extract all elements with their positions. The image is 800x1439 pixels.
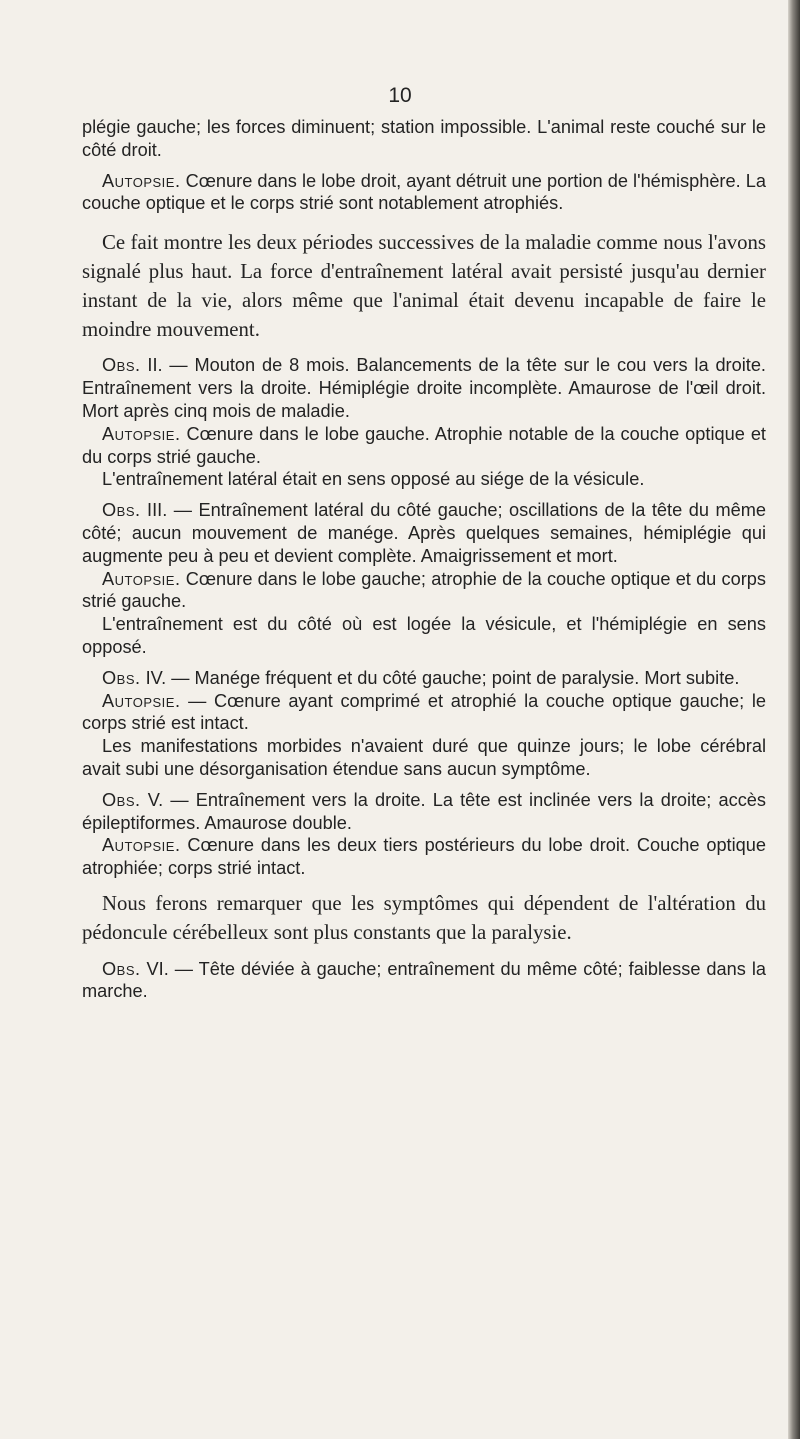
page-edge-shadow (788, 0, 800, 1439)
paragraph-obs-5 (82, 789, 766, 835)
autopsy-label: Autopsie. (102, 568, 181, 589)
paragraph-commentary-1: Ce fait montre les deux périodes successives de la maladie comme nous l'avons signalé plus haut. La force d'entraînement latéral avait persisté jusqu'au dernier instant de la vie, alors même que l'animal était devenu incapable de faire le moindre mouvement. (82, 231, 766, 341)
autopsy-text: Cœnure dans les deux tiers postérieurs du lobe droit. Couche optique atrophiée; corps strié intact. (82, 835, 766, 879)
paragraph-obs-4-note: Les manifestations morbides n'avaient duré que quinze jours; le lobe cérébral avait subi une désorganisation étendue sans aucun symptôme. (82, 736, 766, 779)
autopsy-label: Autopsie. (102, 835, 181, 856)
obs-label: Obs. (102, 789, 141, 810)
paragraph-obs-4 (82, 667, 766, 690)
paragraph-obs-2 (82, 354, 766, 422)
paragraph-obs-2-autopsy (82, 423, 766, 469)
autopsy-label: Autopsie. (102, 690, 181, 711)
obs-label: Obs. (102, 958, 141, 979)
autopsy-text: Cœnure dans le lobe gauche; atrophie de la couche optique et du corps strié gauche. (82, 568, 766, 612)
paragraph-obs-4-autopsy (82, 690, 766, 736)
autopsy-label: Autopsie. (102, 170, 181, 191)
obs-text: VI. — Tête déviée à gauche; entraînement du même côté; faiblesse dans la marche. (82, 958, 766, 1002)
paragraph-obs-3-note: L'entraînement est du côté où est logée la vésicule, et l'hémiplégie en sens opposé. (82, 614, 766, 657)
obs-text: V. — Entraînement vers la droite. La tête est inclinée vers la droite; accès épileptiformes. Amaurose double. (82, 789, 766, 833)
paragraph-obs-6 (82, 958, 766, 1004)
autopsy-text: Cœnure dans le lobe droit, ayant détruit une portion de l'hémisphère. La couche optique et le corps strié sont notablement atrophiés. (82, 170, 766, 214)
paragraph-continuation: plégie gauche; les forces diminuent; station impossible. L'animal reste couché sur le côté droit. (82, 117, 766, 160)
obs-text: III. — Entraînement latéral du côté gauche; oscillations de la tête du même côté; aucun mouvement de manége. Après quelques semaines, hémiplégie qui augmente peu à peu et devient complète. Amaigrissement et mort. (82, 500, 766, 566)
page-number: 10 (388, 84, 412, 107)
autopsy-text: — Cœnure ayant comprimé et atrophié la couche optique gauche; le corps strié est intact. (82, 690, 766, 734)
obs-text: IV. — Manége fréquent et du côté gauche; point de paralysie. Mort subite. (140, 667, 740, 688)
paragraph-remark: Nous ferons remarquer que les symptômes qui dépendent de l'altération du pédoncule cérébelleux sont plus constants que la paralysie. (82, 891, 766, 944)
paragraph-autopsy-1 (82, 170, 766, 216)
obs-label: Obs. (102, 667, 141, 688)
paragraph-obs-3 (82, 499, 766, 567)
obs-text: II. — Mouton de 8 mois. Balancements de la tête sur le cou vers la droite. Entraînement vers la droite. Hémiplégie droite incomplète. Amaurose de l'œil droit. Mort après cinq mois de maladie. (82, 355, 766, 421)
autopsy-label: Autopsie. (102, 423, 181, 444)
obs-label: Obs. (102, 500, 141, 521)
paragraph-obs-5-autopsy (82, 834, 766, 880)
obs-label: Obs. (102, 355, 141, 376)
autopsy-text: Cœnure dans le lobe gauche. Atrophie notable de la couche optique et du corps strié gauche. (82, 423, 766, 467)
text-body (82, 116, 766, 1003)
paragraph-obs-2-note: L'entraînement latéral était en sens opposé au siége de la vésicule. (102, 469, 645, 490)
paragraph-obs-3-autopsy (82, 568, 766, 614)
